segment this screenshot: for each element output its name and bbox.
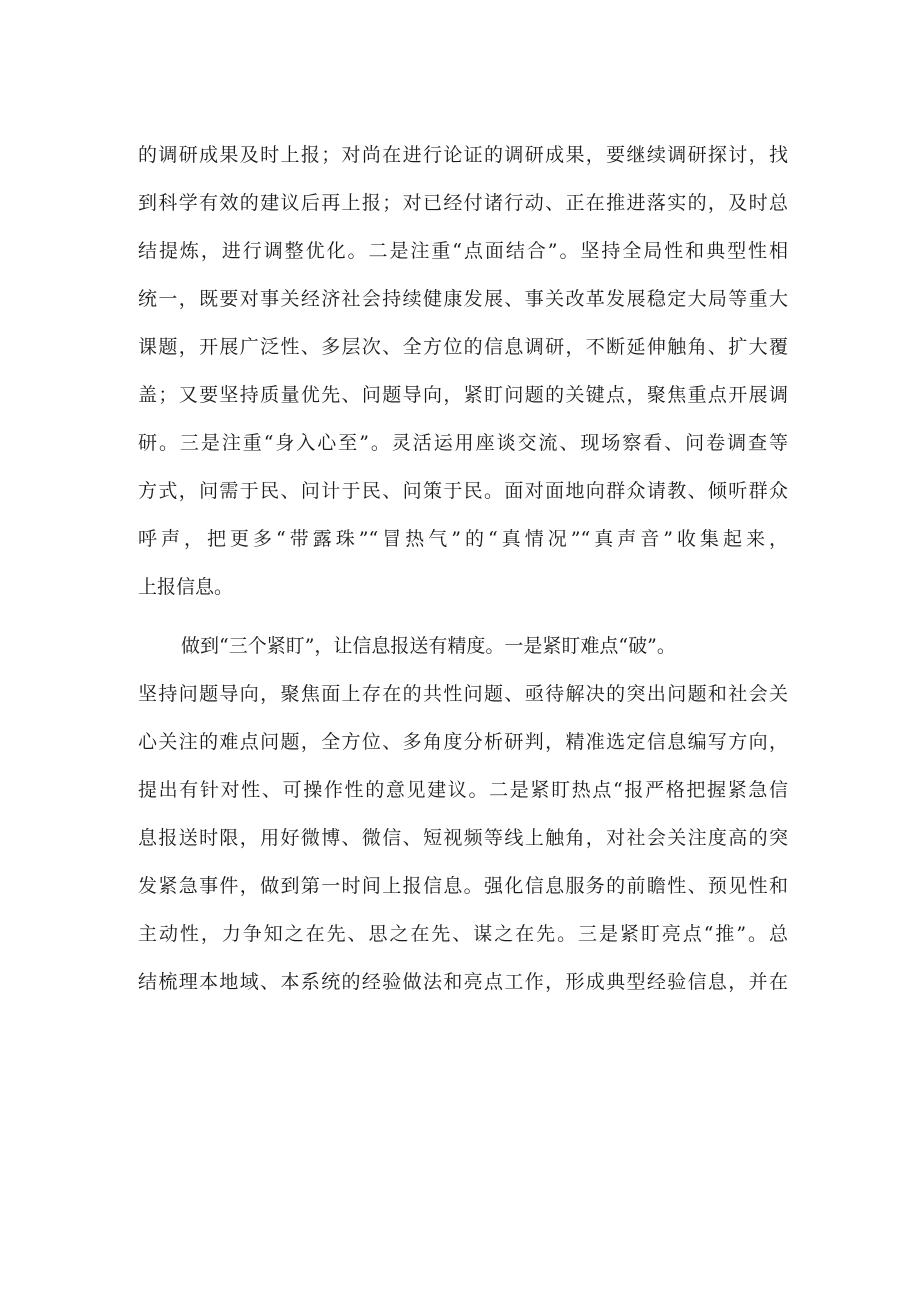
- text-line: 课题，开展广泛性、多层次、全方位的信息调研，不断延伸触角、扩大覆: [138, 336, 788, 358]
- text-line: 呼声，把更多“带露珠”“冒热气”的“真情况”“真声音”收集起来，: [138, 528, 788, 550]
- text-line: 方式，问需于民、问计于民、问策于民。面对面地向群众请教、倾听群众: [138, 480, 788, 502]
- text-line: 心关注的难点问题，全方位、多角度分析研判，精准选定信息编写方向，: [138, 731, 788, 753]
- text-line: 主动性，力争知之在先、思之在先、谋之在先。三是紧盯亮点“推”。总: [138, 923, 788, 945]
- text-line: 上报信息。: [138, 576, 234, 598]
- text-line: 统一，既要对事关经济社会持续健康发展、事关改革发展稳定大局等重大: [138, 288, 788, 310]
- text-line: 的调研成果及时上报；对尚在进行论证的调研成果，要继续调研探讨，找: [138, 144, 788, 166]
- text-line: 息报送时限，用好微博、微信、短视频等线上触角，对社会关注度高的突: [138, 827, 788, 849]
- text-line: 盖；又要坚持质量优先、问题导向，紧盯问题的关键点，聚焦重点开展调: [138, 384, 788, 406]
- text-line: 到科学有效的建议后再上报；对已经付诸行动、正在推进落实的，及时总: [138, 192, 788, 214]
- text-line: 发紧急事件，做到第一时间上报信息。强化信息服务的前瞻性、预见性和: [138, 875, 788, 897]
- paragraph-heading: 做到“三个紧盯”，让信息报送有精度。一是紧盯难点“破”。: [181, 635, 676, 657]
- text-line: 坚持问题导向，聚焦面上存在的共性问题、亟待解决的突出问题和社会关: [138, 683, 788, 705]
- text-line: 研。三是注重“身入心至”。灵活运用座谈交流、现场察看、问卷调查等: [138, 432, 788, 454]
- text-line: 结提炼，进行调整优化。二是注重“点面结合”。坚持全局性和典型性相: [138, 240, 788, 262]
- text-line: 结梳理本地域、本系统的经验做法和亮点工作，形成典型经验信息，并在: [138, 971, 788, 993]
- text-line: 提出有针对性、可操作性的意见建议。二是紧盯热点“报严格把握紧急信: [138, 779, 788, 801]
